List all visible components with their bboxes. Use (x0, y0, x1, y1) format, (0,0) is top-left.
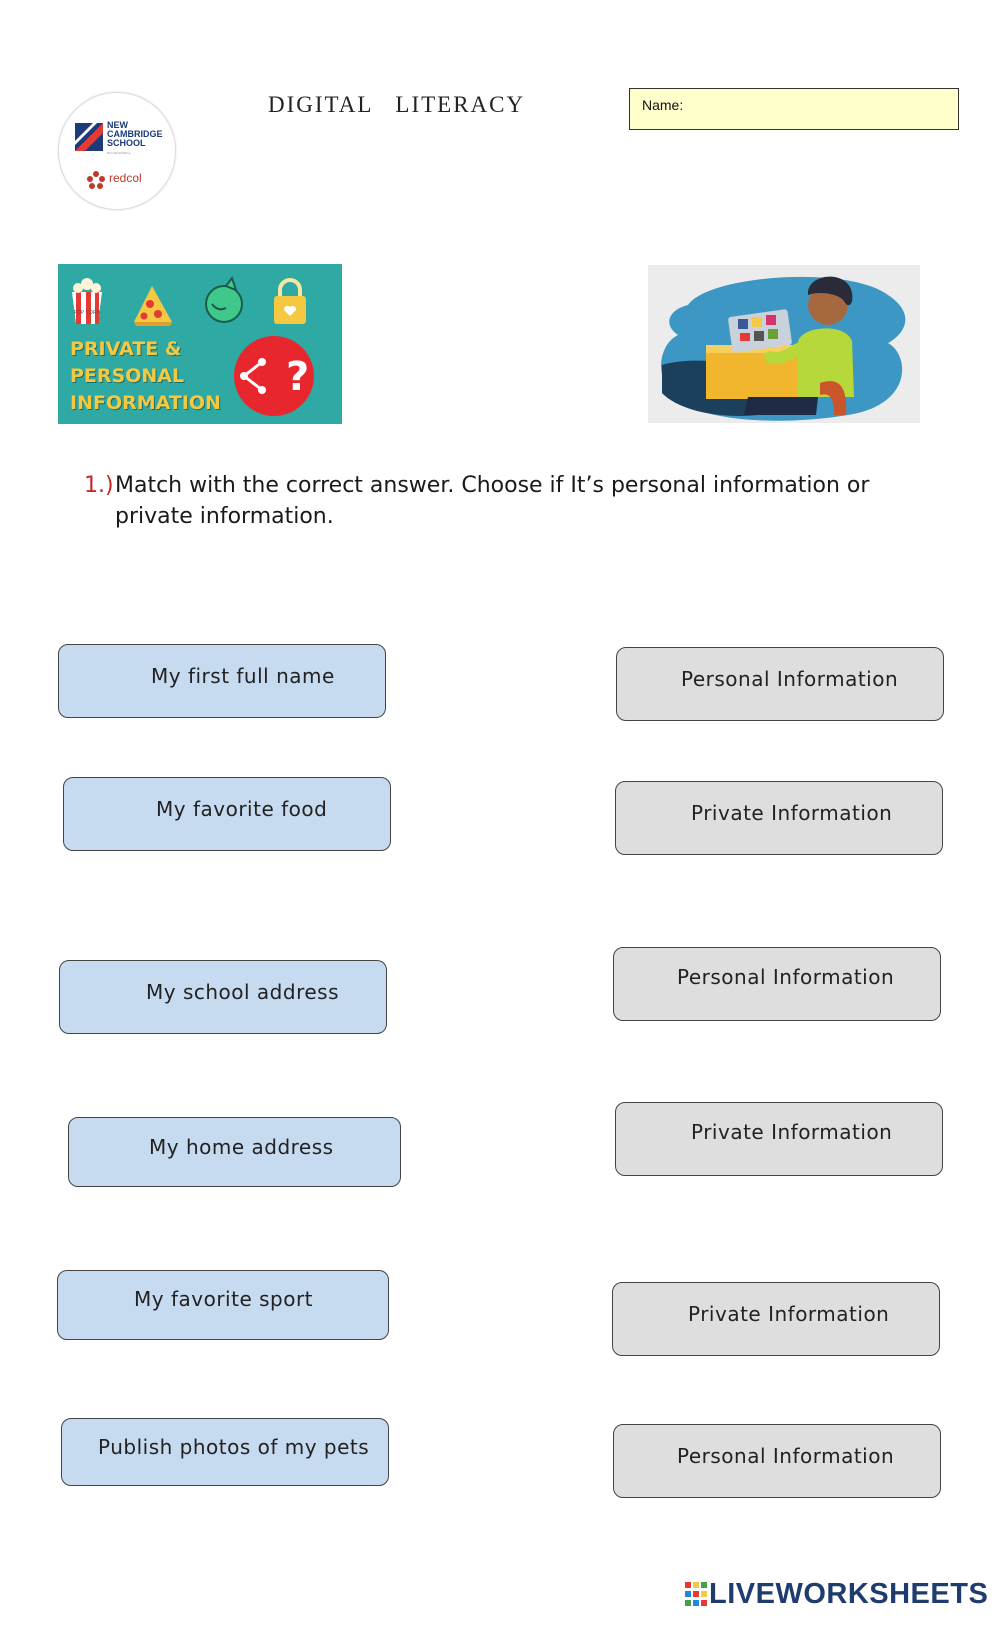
match-target-2[interactable] (615, 781, 943, 855)
child-laptop-illustration (648, 265, 920, 423)
popcorn-label: POP CORN (73, 310, 101, 316)
private-personal-banner (58, 264, 342, 424)
match-item-home-address[interactable] (68, 1117, 401, 1187)
cat-icon (206, 278, 242, 322)
match-item-first-full-name[interactable] (58, 644, 386, 718)
liveworksheets-brand (685, 1578, 988, 1611)
match-item-favorite-sport[interactable] (57, 1270, 389, 1340)
popcorn-icon (72, 278, 102, 324)
title-word-digital: DIGITAL (268, 92, 374, 117)
match-target-4[interactable] (615, 1102, 943, 1176)
match-item-label: My first full name (151, 664, 335, 688)
name-field[interactable] (629, 88, 959, 130)
match-target-label: Personal Information (677, 965, 895, 989)
redcol-flower-icon (85, 169, 107, 191)
match-target-5[interactable] (612, 1282, 940, 1356)
school-logo (58, 92, 176, 210)
pizza-icon (134, 286, 172, 326)
banner-line-1: PRIVATE & (70, 338, 182, 360)
match-target-label: Personal Information (681, 667, 899, 691)
name-label: Name: (642, 97, 684, 113)
logo-school-name: NEW CAMBRIDGE SCHOOL (107, 120, 163, 148)
banner-line-2: PERSONAL (70, 365, 185, 387)
match-item-label: Publish photos of my pets (98, 1435, 370, 1459)
brand-text: LIVEWORKSHEETS (709, 1578, 989, 1610)
title-word-literacy: LITERACY (395, 92, 526, 117)
match-target-1[interactable] (616, 647, 944, 721)
share-question-mark: ? (286, 354, 310, 400)
question-text: Match with the correct answer. Choose if It’s personal information or private information. (115, 473, 870, 529)
school-flag-icon (75, 123, 103, 151)
question-1 (84, 470, 934, 532)
match-item-label: My home address (149, 1135, 334, 1159)
logo-city: BUCARAMANGA (107, 151, 131, 155)
liveworksheets-logo-icon (685, 1582, 707, 1606)
match-target-3[interactable] (613, 947, 941, 1021)
lock-icon (274, 280, 306, 324)
match-target-label: Private Information (691, 1120, 893, 1144)
question-number: 1.) (84, 473, 114, 498)
match-item-school-address[interactable] (59, 960, 387, 1034)
banner-text (70, 336, 221, 417)
match-item-pet-photos[interactable] (61, 1418, 389, 1486)
match-target-label: Private Information (691, 801, 893, 825)
match-target-label: Personal Information (677, 1444, 895, 1468)
match-item-label: My school address (146, 980, 340, 1004)
match-item-label: My favorite sport (134, 1287, 314, 1311)
banner-line-3: INFORMATION (70, 392, 221, 414)
page-title (268, 92, 547, 118)
match-target-6[interactable] (613, 1424, 941, 1498)
match-item-label: My favorite food (156, 797, 328, 821)
match-item-favorite-food[interactable] (63, 777, 391, 851)
illustration-art (648, 265, 920, 423)
match-target-label: Private Information (688, 1302, 890, 1326)
logo-partner: redcol (109, 171, 142, 185)
